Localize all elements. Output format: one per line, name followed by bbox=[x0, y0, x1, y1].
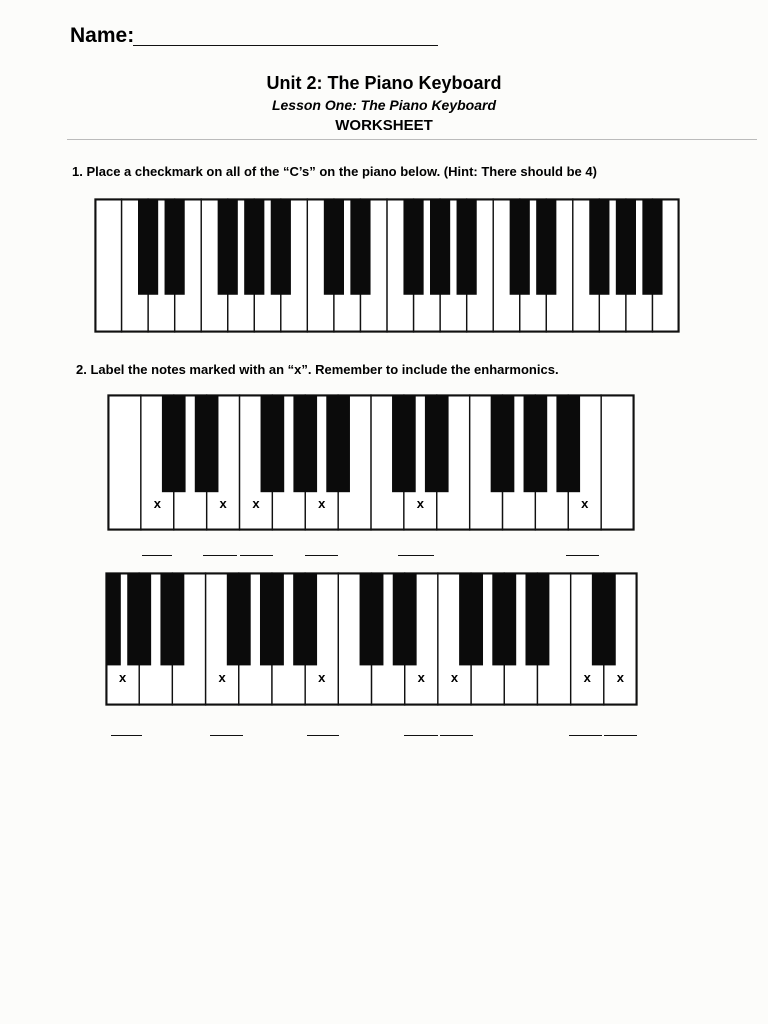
black-key[interactable] bbox=[271, 199, 291, 295]
black-key[interactable] bbox=[525, 573, 549, 665]
black-key[interactable] bbox=[556, 395, 580, 492]
white-key[interactable] bbox=[95, 199, 122, 332]
white-key[interactable] bbox=[601, 395, 634, 530]
black-key[interactable] bbox=[261, 395, 285, 492]
piano-keyboard-2[interactable] bbox=[108, 395, 634, 530]
black-key[interactable] bbox=[160, 573, 184, 665]
name-field[interactable] bbox=[133, 45, 438, 46]
black-key[interactable] bbox=[616, 199, 636, 295]
worksheet-title: Unit 2: The Piano Keyboard bbox=[266, 73, 502, 93]
black-key[interactable] bbox=[324, 199, 344, 295]
x-mark: x bbox=[218, 670, 226, 686]
black-key[interactable] bbox=[293, 573, 317, 665]
black-key[interactable] bbox=[592, 573, 616, 665]
black-key[interactable] bbox=[162, 395, 186, 492]
black-key[interactable] bbox=[403, 199, 423, 295]
answer-blank[interactable] bbox=[142, 555, 172, 556]
black-key[interactable] bbox=[106, 573, 121, 665]
black-key[interactable] bbox=[127, 573, 151, 665]
black-key[interactable] bbox=[492, 573, 516, 665]
answer-blank[interactable] bbox=[307, 735, 339, 736]
black-key[interactable] bbox=[393, 573, 417, 665]
answer-blank[interactable] bbox=[404, 735, 438, 736]
answer-blank[interactable] bbox=[203, 555, 237, 556]
answer-blank[interactable] bbox=[566, 555, 599, 556]
piano-keyboard-1[interactable] bbox=[95, 199, 679, 332]
x-mark: x bbox=[318, 670, 326, 686]
answer-blank[interactable] bbox=[398, 555, 434, 556]
x-mark: x bbox=[583, 670, 591, 686]
x-mark: x bbox=[318, 496, 326, 512]
black-key[interactable] bbox=[165, 199, 185, 295]
black-key[interactable] bbox=[510, 199, 530, 295]
black-key[interactable] bbox=[430, 199, 450, 295]
name-label: Name: bbox=[70, 24, 135, 47]
black-key[interactable] bbox=[589, 199, 609, 295]
black-key[interactable] bbox=[138, 199, 158, 295]
x-mark: x bbox=[417, 670, 425, 686]
black-key[interactable] bbox=[491, 395, 515, 492]
x-mark: x bbox=[153, 496, 161, 512]
question-2: 2. Label the notes marked with an “x”. Remember to include the enharmonics. bbox=[76, 362, 559, 377]
question-1: 1. Place a checkmark on all of the “C’s” on the piano below. (Hint: There should be 4) bbox=[72, 164, 597, 179]
x-mark: x bbox=[450, 670, 459, 686]
white-key[interactable] bbox=[108, 395, 141, 530]
black-key[interactable] bbox=[457, 199, 477, 295]
black-key[interactable] bbox=[218, 199, 238, 295]
x-mark: x bbox=[118, 670, 127, 686]
black-key[interactable] bbox=[425, 395, 449, 492]
header-divider bbox=[67, 139, 757, 140]
worksheet-heading: WORKSHEET bbox=[335, 117, 433, 134]
x-mark: x bbox=[616, 670, 625, 686]
black-key[interactable] bbox=[360, 573, 384, 665]
answer-blank[interactable] bbox=[210, 735, 243, 736]
black-key[interactable] bbox=[326, 395, 350, 492]
black-key[interactable] bbox=[195, 395, 219, 492]
black-key[interactable] bbox=[227, 573, 251, 665]
black-key[interactable] bbox=[244, 199, 264, 295]
answer-blank[interactable] bbox=[604, 735, 637, 736]
black-key[interactable] bbox=[536, 199, 556, 295]
black-key[interactable] bbox=[260, 573, 284, 665]
black-key[interactable] bbox=[392, 395, 416, 492]
answer-blank[interactable] bbox=[569, 735, 602, 736]
black-key[interactable] bbox=[524, 395, 548, 492]
x-mark: x bbox=[581, 496, 589, 512]
black-key[interactable] bbox=[293, 395, 317, 492]
lesson-subtitle: Lesson One: The Piano Keyboard bbox=[271, 97, 497, 113]
black-key[interactable] bbox=[642, 199, 662, 295]
x-mark: x bbox=[219, 496, 227, 512]
black-key[interactable] bbox=[350, 199, 370, 295]
x-mark: x bbox=[416, 496, 424, 512]
answer-blank[interactable] bbox=[440, 735, 473, 736]
answer-blank[interactable] bbox=[305, 555, 338, 556]
answer-blank[interactable] bbox=[111, 735, 142, 736]
answer-blank[interactable] bbox=[240, 555, 273, 556]
x-mark: x bbox=[252, 496, 260, 512]
black-key[interactable] bbox=[459, 573, 483, 665]
piano-keyboard-3[interactable] bbox=[106, 573, 637, 705]
